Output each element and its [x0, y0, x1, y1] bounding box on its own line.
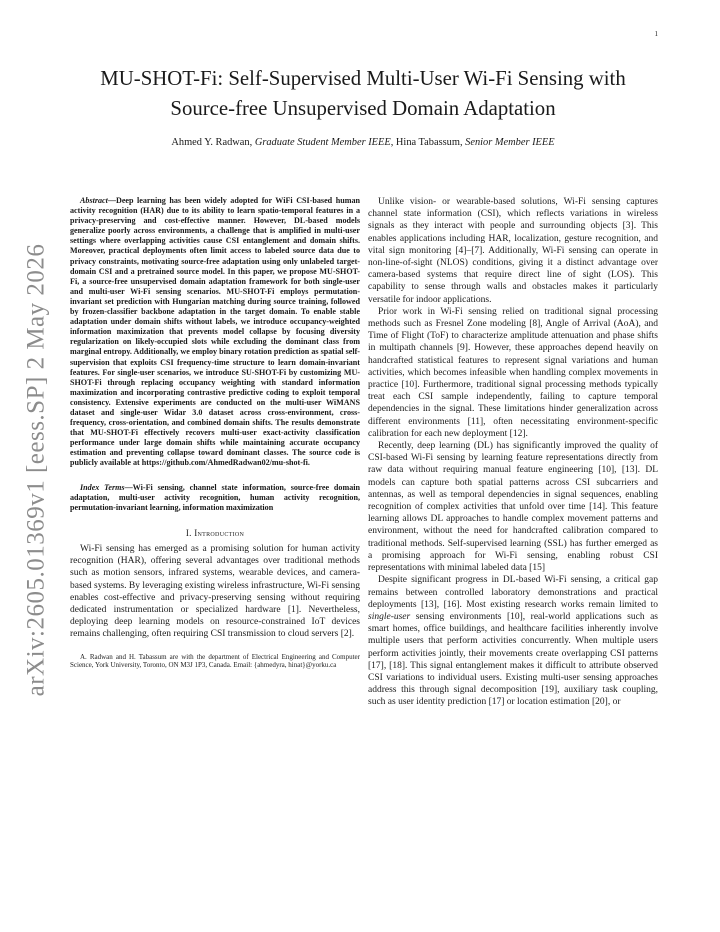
author-1: Ahmed Y. Radwan, — [171, 137, 253, 148]
intro-paragraph-1: Wi-Fi sensing has emerged as a promising solution for human activity recognition (HAR), offering several advantages over traditional methods such as motion sensors, infrared systems, wearable devices, and camera-based systems. By leveraging existing wireless infrastructure, Wi-Fi sensing enables cost-effective and privacy-preserving sensing without requiring dedicated instrumentation or specialized hardware [1]. Nevertheless, deploying deep learning models on resource-constrained IoT devices remains challenging, often requiring CSI transmission to cloud servers [2]. — [70, 544, 360, 640]
section-heading-introduction: I. Introduction — [185, 527, 245, 538]
author-1-role: Graduate Student Member IEEE — [254, 137, 391, 148]
author-footnote: A. Radwan and H. Tabassum are with the department of Electrical Engineering and Computer Science, York University, Toronto, ON M3J 1P3, Canada. Email: {ahmedyra, hinat}@yorku.ca — [70, 652, 360, 670]
body-paragraph-1: Unlike vision- or wearable-based solutions, Wi-Fi sensing captures channel state information (CSI), which reflects variations in wireless signals as they interact with people and surrounding objects [3]. This enables applications including HAR, localization, gesture recognition, and vital sign monitoring [4]–[7]. Additionally, Wi-Fi sensing can operate in non-line-of-sight (NLOS) conditions, giving it a distinct advantage over camera-based systems that require direct line of sight (LOS). This capability to sense through walls and obstacles makes it particularly versatile for indoor applications. — [368, 197, 658, 305]
arxiv-identifier: arXiv:2605.01369v1 [eess.SP] 2 May 2026 — [22, 243, 49, 697]
body-paragraph-4 — [368, 574, 658, 708]
left-column — [70, 196, 360, 677]
right-column — [368, 196, 658, 709]
author-2-role: Senior Member IEEE — [465, 137, 555, 148]
paper-title — [70, 64, 656, 124]
author-2: , Hina Tabassum, — [390, 137, 463, 148]
abstract-lead: Abstract — [80, 196, 108, 205]
body-paragraph-3: Recently, deep learning (DL) has significantly improved the quality of CSI-based Wi-Fi sensing by learning feature representations directly from raw data without requiring manual feature engineering [10], [13]. DL models can capture both spatial patterns across CSI subcarriers and antennas, as well as temporal dependencies in signal sequences, enabling recognition of complex activities that unfold over time [14]. This feature learning allows DL approaches to handle complex movement patterns and environment, without the need for handcrafted calibration compared to traditional methods. Self-supervised learning (SSL) has further emerged as a promising approach for Wi-Fi sensing, enabling robust CSI representations with minimal labeled data [15] — [368, 441, 658, 574]
index-terms — [70, 483, 360, 513]
title-line-2: Source-free Unsupervised Domain Adaptation — [170, 97, 556, 120]
index-terms-text: —Wi-Fi sensing, channel state information, source-free domain adaptation, multi-user activity recognition, human activity recognition, permutation-invariant learning, information maximization — [70, 482, 361, 512]
arxiv-stamp — [16, 243, 56, 697]
body-paragraph-2: Prior work in Wi-Fi sensing relied on traditional signal processing methods such as Fresnel Zone modeling [8], Angle of Arrival (AoA), and Time of Flight (ToF) to characterize amplitude attenuation and phase shifts in multipath channels [9]. However, these approaches depend heavily on handcrafted statistical features to represent signal variations and human activities, which becomes infeasible when handling complex movements in practice [10]. Furthermore, traditional signal processing methods typically treat each CSI sample independently, failing to capture temporal dependencies in the signal. These limitations hinder generalization across different environments [11], often necessitating environment-specific calibration for each new deployment [12]. — [368, 306, 658, 439]
abstract-text: —Deep learning has been widely adopted for WiFi CSI-based human activity recognition (HAR) due to its ability to learn spatio-temporal features in a privacy-preserving and cost-effective manner. However, DL-based models generalize poorly across environments, a challenge that is amplified in multi-user settings where overlapping activities cause CSI entanglement and domain shifts. Moreover, practical deployments often limit access to labeled source data due to privacy constraints, motivating source-free adaptation using only unlabeled target-domain CSI and a pretrained source model. In this paper, we propose MU-SHOT-Fi, a source-free unsupervised domain adaptation framework for both single-user and multi-user Wi-Fi sensing scenarios. MU-SHOT-Fi employs permutation-invariant set prediction with Hungarian matching during source training, followed by frozen-classifier backbone adaptation in the target domain. To enable stable adaptation under domain shifts without labels, we introduce occupancy-weighted information maximization that prevents model collapse by focusing diversity regularization on likely-occupied slots while excluding the dominant class from marginal entropy. Additionally, we employ binary rotation prediction as spatial self-supervision that exploits CSI frequency-time structure to learn domain-invariant features. For single-user scenarios, we introduce SU-SHOT-Fi by customizing MU-SHOT-Fi through replacing occupancy weighting with standard information maximization and incorporating contrastive predictive coding to exploit temporal consistency. Extensive experiments are conducted on the multi-user WiMANS dataset and single-user Widar 3.0 dataset across cross-environment, cross-frequency, cross-orientation, and combined domain shifts. The results demonstrate that MU-SHOT-Fi effectively recovers multi-user exact-activity classification performance under large domain shifts while maintaining accurate occupancy estimation and preventing collapse toward dominant classes. The source code is publicly available at https://github.com/AhmedRadwan02/mu-shot-fi. — [70, 196, 360, 468]
index-terms-lead: Index Terms — [80, 482, 125, 492]
page-number: 1 — [654, 30, 658, 38]
body-paragraph-4-end: sensing environments [10], real-world applications such as smart homes, office buildings, and healthcare facilities inherently involve multiple users that perform activities concurrently. When multiple users perform activities jointly, their movements create overlapping CSI patterns [17], [18]. This signal entanglement makes it difficult to attribute observed CSI variations to individual users. Existing multi-user sensing approaches address this through signal decomposition [19], auxiliary task coupling, such as user identity prediction [17] or location estimation [20], or — [368, 611, 658, 708]
abstract — [70, 196, 360, 469]
author-line — [70, 137, 656, 148]
title-line-1: MU-SHOT-Fi: Self-Supervised Multi-User Wi-Fi Sensing with — [100, 67, 626, 90]
single-user-emphasis: single-user — [368, 611, 411, 622]
body-paragraph-4-start: Despite significant progress in DL-based Wi-Fi sensing, a critical gap remains between controlled laboratory demonstrations and practical deployments [13], [16]. Most existing research works remain limited to — [368, 575, 658, 610]
